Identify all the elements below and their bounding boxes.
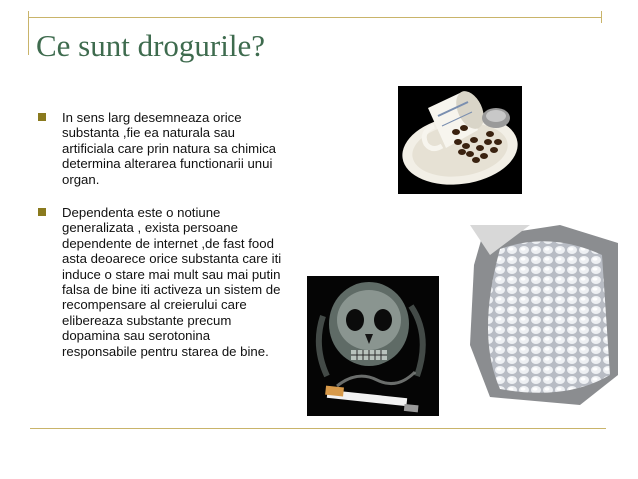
top-rule-tick-right	[601, 11, 602, 23]
bottom-rule	[30, 428, 606, 429]
slide-title: Ce sunt drogurile?	[36, 28, 266, 63]
pills-image	[470, 225, 618, 405]
skull-smoke-illustration	[307, 276, 439, 416]
pills-illustration	[470, 225, 618, 405]
skull-smoke-image	[307, 276, 439, 416]
left-rule	[28, 17, 29, 55]
square-bullet-icon	[38, 208, 46, 216]
bullet-item	[38, 205, 288, 359]
square-bullet-icon	[38, 113, 46, 121]
bullet-text: In sens larg desemneaza orice substanta ,fie ea naturala sau artificiala care prin natura sa chimica determina alterarea functionarii unui organ.	[62, 110, 277, 187]
bullet-item	[38, 110, 288, 187]
top-rule	[28, 17, 602, 18]
bullet-text: Dependenta este o notiune generalizata , exista persoane dependente de internet ,de fast food asta deoarece orice substanta care iti induce o stare mai mult sau mai putin falsa de bine iti activeza un sistem de recompensare al creierului care elibereaza substante precum dopamina sau serotonina responsabile pentru starea de bine.	[62, 205, 282, 359]
coffee-cup-image	[398, 86, 522, 194]
bullet-list	[38, 110, 288, 377]
coffee-cup-illustration	[398, 86, 522, 194]
